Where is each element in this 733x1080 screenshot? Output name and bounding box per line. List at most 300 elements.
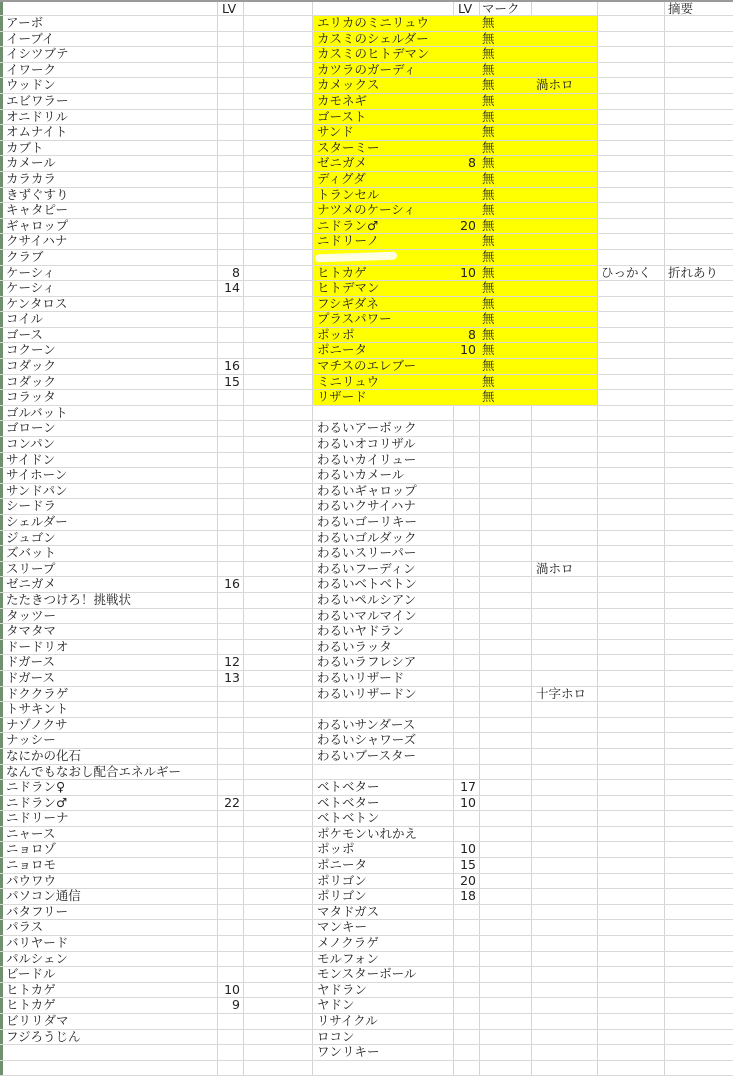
attack-cell[interactable]: [598, 905, 665, 920]
lv-cell-2[interactable]: [454, 609, 480, 624]
holo-cell[interactable]: [532, 63, 598, 78]
holo-cell[interactable]: [532, 250, 598, 265]
mark-cell[interactable]: 無: [480, 32, 532, 47]
mark-cell[interactable]: 無: [480, 16, 532, 31]
lv-cell-2[interactable]: [454, 702, 480, 717]
card-name-cell-2[interactable]: [313, 702, 454, 717]
card-name-cell[interactable]: イワーク: [0, 63, 218, 78]
summary-cell[interactable]: [665, 141, 733, 156]
mark-cell[interactable]: [480, 874, 532, 889]
card-name-cell[interactable]: ナゾノクサ: [0, 718, 218, 733]
card-name-cell[interactable]: パウワウ: [0, 874, 218, 889]
holo-cell[interactable]: [532, 952, 598, 967]
lv-cell-2[interactable]: [454, 920, 480, 935]
attack-cell[interactable]: [598, 499, 665, 514]
empty-cell[interactable]: [244, 172, 313, 187]
card-name-cell-2[interactable]: トランセル: [313, 188, 454, 203]
lv-cell-2[interactable]: [454, 63, 480, 78]
lv-cell-2[interactable]: [454, 1061, 480, 1076]
mark-cell[interactable]: 無: [480, 219, 532, 234]
card-name-cell-2[interactable]: わるいフーディン: [313, 562, 454, 577]
attack-cell[interactable]: [598, 671, 665, 686]
lv-cell[interactable]: [218, 858, 244, 873]
card-name-cell[interactable]: アーボ: [0, 16, 218, 31]
card-name-cell[interactable]: キャタピー: [0, 203, 218, 218]
lv-cell[interactable]: [218, 110, 244, 125]
attack-cell[interactable]: [598, 343, 665, 358]
mark-cell[interactable]: [480, 655, 532, 670]
empty-cell[interactable]: [244, 110, 313, 125]
summary-cell[interactable]: [665, 936, 733, 951]
empty-cell[interactable]: [244, 499, 313, 514]
empty-cell[interactable]: [244, 16, 313, 31]
holo-cell[interactable]: [532, 640, 598, 655]
summary-cell[interactable]: [665, 811, 733, 826]
attack-cell[interactable]: [598, 952, 665, 967]
summary-cell[interactable]: [665, 484, 733, 499]
lv-cell-2[interactable]: [454, 983, 480, 998]
card-name-cell[interactable]: ドククラゲ: [0, 687, 218, 702]
empty-cell[interactable]: [244, 889, 313, 904]
card-name-cell[interactable]: タッツー: [0, 609, 218, 624]
summary-cell[interactable]: [665, 453, 733, 468]
mark-cell[interactable]: [480, 889, 532, 904]
summary-cell[interactable]: [665, 343, 733, 358]
lv-cell-2[interactable]: [454, 655, 480, 670]
mark-cell[interactable]: [480, 1030, 532, 1045]
mark-cell[interactable]: [480, 702, 532, 717]
card-name-cell-2[interactable]: ディグダ: [313, 172, 454, 187]
holo-cell[interactable]: [532, 141, 598, 156]
summary-cell[interactable]: [665, 858, 733, 873]
summary-cell[interactable]: [665, 796, 733, 811]
lv-cell[interactable]: [218, 390, 244, 405]
attack-cell[interactable]: [598, 421, 665, 436]
lv-cell-2[interactable]: 17: [454, 780, 480, 795]
mark-cell[interactable]: [480, 1061, 532, 1076]
lv-cell-2[interactable]: [454, 624, 480, 639]
card-name-cell-2[interactable]: わるいマルマイン: [313, 609, 454, 624]
lv-cell[interactable]: [218, 32, 244, 47]
card-name-cell-2[interactable]: わるいクサイハナ: [313, 499, 454, 514]
attack-cell[interactable]: [598, 593, 665, 608]
lv-cell-2[interactable]: [454, 546, 480, 561]
lv-cell[interactable]: [218, 63, 244, 78]
empty-cell[interactable]: [244, 609, 313, 624]
lv-cell[interactable]: 9: [218, 998, 244, 1013]
empty-cell[interactable]: [244, 297, 313, 312]
holo-cell[interactable]: [532, 920, 598, 935]
card-name-cell-2[interactable]: ゴースト: [313, 110, 454, 125]
card-name-cell[interactable]: ヒトカゲ: [0, 998, 218, 1013]
card-name-cell[interactable]: ゼニガメ: [0, 577, 218, 592]
empty-cell[interactable]: [244, 811, 313, 826]
summary-cell[interactable]: [665, 983, 733, 998]
holo-cell[interactable]: [532, 749, 598, 764]
card-name-cell[interactable]: [0, 1045, 218, 1060]
mark-cell[interactable]: 無: [480, 203, 532, 218]
attack-cell[interactable]: [598, 312, 665, 327]
card-name-cell[interactable]: サイホーン: [0, 468, 218, 483]
card-name-cell[interactable]: たたきつけろ！挑戦状: [0, 593, 218, 608]
lv-cell-2[interactable]: 10: [454, 266, 480, 281]
card-name-cell-2[interactable]: わるいゴーリキー: [313, 515, 454, 530]
header-cell-d[interactable]: [313, 2, 454, 15]
summary-cell[interactable]: [665, 562, 733, 577]
holo-cell[interactable]: [532, 281, 598, 296]
lv-cell[interactable]: [218, 936, 244, 951]
card-name-cell-2[interactable]: ヤドラン: [313, 983, 454, 998]
attack-cell[interactable]: [598, 375, 665, 390]
lv-cell-2[interactable]: [454, 905, 480, 920]
card-name-cell[interactable]: フジろうじん: [0, 1030, 218, 1045]
lv-cell-2[interactable]: [454, 640, 480, 655]
card-name-cell-2[interactable]: ポリゴン: [313, 874, 454, 889]
holo-cell[interactable]: [532, 936, 598, 951]
card-name-cell[interactable]: ニャース: [0, 827, 218, 842]
mark-cell[interactable]: [480, 998, 532, 1013]
mark-cell[interactable]: [480, 453, 532, 468]
lv-cell-2[interactable]: [454, 125, 480, 140]
attack-cell[interactable]: [598, 889, 665, 904]
card-name-cell-2[interactable]: わるいベトベトン: [313, 577, 454, 592]
empty-cell[interactable]: [244, 1030, 313, 1045]
lv-cell-2[interactable]: 18: [454, 889, 480, 904]
empty-cell[interactable]: [244, 188, 313, 203]
holo-cell[interactable]: [532, 796, 598, 811]
empty-cell[interactable]: [244, 562, 313, 577]
card-name-cell-2[interactable]: カツラのガーディ: [313, 63, 454, 78]
empty-cell[interactable]: [244, 842, 313, 857]
empty-cell[interactable]: [244, 234, 313, 249]
holo-cell[interactable]: [532, 32, 598, 47]
summary-cell[interactable]: [665, 172, 733, 187]
summary-cell[interactable]: 折れあり: [668, 264, 719, 280]
attack-cell[interactable]: [598, 47, 665, 62]
lv-cell[interactable]: [218, 718, 244, 733]
card-name-cell-2[interactable]: ニドラン♂: [313, 219, 454, 234]
empty-cell[interactable]: [244, 1045, 313, 1060]
summary-cell[interactable]: [665, 593, 733, 608]
lv-cell[interactable]: [218, 141, 244, 156]
mark-cell[interactable]: 無: [480, 188, 532, 203]
empty-cell[interactable]: [244, 577, 313, 592]
summary-cell[interactable]: [665, 671, 733, 686]
lv-cell[interactable]: [218, 94, 244, 109]
card-name-cell-2[interactable]: メノクラゲ: [313, 936, 454, 951]
attack-cell[interactable]: [598, 546, 665, 561]
card-name-cell[interactable]: オムナイト: [0, 125, 218, 140]
summary-cell[interactable]: [665, 702, 733, 717]
summary-cell[interactable]: [665, 110, 733, 125]
card-name-cell[interactable]: ドガース: [0, 671, 218, 686]
card-name-cell-2[interactable]: ポニータ: [313, 858, 454, 873]
summary-cell[interactable]: [665, 655, 733, 670]
summary-cell[interactable]: [665, 515, 733, 530]
card-name-cell[interactable]: [0, 1061, 218, 1076]
mark-cell[interactable]: 無: [480, 343, 532, 358]
card-name-cell-2[interactable]: プラスパワー: [313, 312, 454, 327]
summary-cell[interactable]: [665, 967, 733, 982]
holo-cell[interactable]: [532, 889, 598, 904]
summary-cell[interactable]: [665, 219, 733, 234]
lv-cell-2[interactable]: 20: [454, 874, 480, 889]
lv-cell-2[interactable]: [454, 453, 480, 468]
lv-cell[interactable]: [218, 453, 244, 468]
lv-cell[interactable]: [218, 421, 244, 436]
mark-cell[interactable]: [480, 983, 532, 998]
empty-cell[interactable]: [244, 655, 313, 670]
mark-cell[interactable]: [480, 577, 532, 592]
attack-cell[interactable]: [598, 858, 665, 873]
mark-cell[interactable]: 無: [480, 250, 532, 265]
card-name-cell-2[interactable]: わるいゴルダック: [313, 531, 454, 546]
mark-cell[interactable]: [480, 733, 532, 748]
summary-cell[interactable]: [665, 842, 733, 857]
empty-cell[interactable]: [244, 749, 313, 764]
empty-cell[interactable]: [244, 1014, 313, 1029]
mark-cell[interactable]: [480, 1014, 532, 1029]
empty-cell[interactable]: [244, 687, 313, 702]
holo-cell[interactable]: [532, 702, 598, 717]
card-name-cell-2[interactable]: カスミのヒトデマン: [313, 47, 454, 62]
attack-cell[interactable]: [598, 250, 665, 265]
lv-cell[interactable]: [218, 967, 244, 982]
mark-cell[interactable]: 無: [480, 234, 532, 249]
mark-cell[interactable]: 無: [480, 297, 532, 312]
attack-cell[interactable]: [598, 437, 665, 452]
card-name-cell-2[interactable]: ヒトカゲ: [313, 266, 454, 281]
card-name-cell-2[interactable]: ベトベトン: [313, 811, 454, 826]
card-name-cell[interactable]: ヒトカゲ: [0, 983, 218, 998]
lv-cell[interactable]: [218, 219, 244, 234]
lv-cell-2[interactable]: [454, 484, 480, 499]
summary-cell[interactable]: [665, 733, 733, 748]
empty-cell[interactable]: [244, 515, 313, 530]
lv-cell[interactable]: [218, 1030, 244, 1045]
holo-cell[interactable]: [532, 827, 598, 842]
empty-cell[interactable]: [244, 281, 313, 296]
card-name-cell-2[interactable]: ポニータ: [313, 343, 454, 358]
summary-cell[interactable]: [665, 531, 733, 546]
holo-cell[interactable]: [532, 811, 598, 826]
summary-cell[interactable]: [665, 16, 733, 31]
holo-cell[interactable]: [532, 1045, 598, 1060]
lv-cell-2[interactable]: [454, 437, 480, 452]
empty-cell[interactable]: [244, 671, 313, 686]
summary-cell[interactable]: [665, 889, 733, 904]
lv-cell[interactable]: 12: [218, 655, 244, 670]
holo-cell[interactable]: [532, 203, 598, 218]
card-name-cell-2[interactable]: [313, 1061, 454, 1076]
mark-cell[interactable]: [480, 780, 532, 795]
card-name-cell-2[interactable]: わるいペルシアン: [313, 593, 454, 608]
summary-cell[interactable]: [665, 234, 733, 249]
card-name-cell[interactable]: ケンタロス: [0, 297, 218, 312]
empty-cell[interactable]: [244, 858, 313, 873]
holo-cell[interactable]: [532, 343, 598, 358]
lv-cell-2[interactable]: [454, 312, 480, 327]
empty-cell[interactable]: [244, 421, 313, 436]
card-name-cell-2[interactable]: わるいリザード: [313, 671, 454, 686]
lv-cell[interactable]: [218, 16, 244, 31]
card-name-cell-2[interactable]: ポッポ: [313, 842, 454, 857]
lv-cell[interactable]: [218, 234, 244, 249]
lv-cell[interactable]: [218, 702, 244, 717]
holo-cell[interactable]: [532, 219, 598, 234]
lv-cell-2[interactable]: [454, 687, 480, 702]
attack-cell[interactable]: [598, 328, 665, 343]
mark-cell[interactable]: [480, 952, 532, 967]
lv-cell-2[interactable]: [454, 468, 480, 483]
card-name-cell-2[interactable]: ミニリュウ: [313, 375, 454, 390]
lv-cell[interactable]: [218, 609, 244, 624]
lv-cell-2[interactable]: [454, 32, 480, 47]
attack-cell[interactable]: [598, 983, 665, 998]
lv-cell[interactable]: [218, 484, 244, 499]
mark-cell[interactable]: 無: [480, 359, 532, 374]
summary-cell[interactable]: [665, 1045, 733, 1060]
holo-cell[interactable]: [532, 874, 598, 889]
lv-cell-2[interactable]: [454, 250, 480, 265]
holo-cell[interactable]: [532, 297, 598, 312]
card-name-cell-2[interactable]: マタドガス: [313, 905, 454, 920]
lv-cell[interactable]: [218, 952, 244, 967]
card-name-cell[interactable]: ケーシィ: [0, 281, 218, 296]
card-name-cell[interactable]: ビードル: [0, 967, 218, 982]
empty-cell[interactable]: [244, 718, 313, 733]
card-name-cell-2[interactable]: リサイクル: [313, 1014, 454, 1029]
lv-cell-2[interactable]: [454, 765, 480, 780]
lv-cell-2[interactable]: [454, 203, 480, 218]
card-name-cell-2[interactable]: ポッポ: [313, 328, 454, 343]
summary-cell[interactable]: [665, 609, 733, 624]
card-name-cell[interactable]: ドードリオ: [0, 640, 218, 655]
summary-cell[interactable]: [665, 920, 733, 935]
mark-cell[interactable]: 無: [480, 78, 532, 93]
holo-cell[interactable]: [532, 780, 598, 795]
card-name-cell[interactable]: カメール: [0, 156, 218, 171]
attack-cell[interactable]: [598, 297, 665, 312]
attack-cell[interactable]: [598, 203, 665, 218]
empty-cell[interactable]: [244, 266, 313, 281]
mark-cell[interactable]: [480, 624, 532, 639]
lv-cell[interactable]: [218, 437, 244, 452]
empty-cell[interactable]: [244, 952, 313, 967]
empty-cell[interactable]: [244, 328, 313, 343]
empty-cell[interactable]: [244, 156, 313, 171]
empty-cell[interactable]: [244, 203, 313, 218]
mark-cell[interactable]: [480, 531, 532, 546]
summary-cell[interactable]: [665, 281, 733, 296]
header-cell-g[interactable]: [532, 2, 598, 15]
holo-cell[interactable]: [532, 905, 598, 920]
mark-cell[interactable]: [480, 609, 532, 624]
mark-cell[interactable]: [480, 811, 532, 826]
holo-cell[interactable]: [532, 125, 598, 140]
lv-cell-2[interactable]: [454, 718, 480, 733]
lv-cell-2[interactable]: [454, 1045, 480, 1060]
empty-cell[interactable]: [244, 546, 313, 561]
lv-cell[interactable]: [218, 765, 244, 780]
attack-cell[interactable]: [598, 765, 665, 780]
card-name-cell-2[interactable]: わるいサンダース: [313, 718, 454, 733]
summary-cell[interactable]: [665, 874, 733, 889]
card-name-cell[interactable]: ニドラン♂: [0, 796, 218, 811]
header-cell-h[interactable]: [598, 2, 665, 15]
summary-cell[interactable]: [665, 640, 733, 655]
summary-cell[interactable]: [665, 952, 733, 967]
empty-cell[interactable]: [244, 375, 313, 390]
mark-cell[interactable]: [480, 687, 532, 702]
lv-cell-2[interactable]: [454, 47, 480, 62]
card-name-cell[interactable]: ゴローン: [0, 421, 218, 436]
empty-cell[interactable]: [244, 796, 313, 811]
lv-cell[interactable]: [218, 78, 244, 93]
empty-cell[interactable]: [244, 624, 313, 639]
attack-cell[interactable]: [598, 219, 665, 234]
card-name-cell[interactable]: エビワラー: [0, 94, 218, 109]
lv-cell[interactable]: [218, 297, 244, 312]
lv-cell-2[interactable]: [454, 421, 480, 436]
card-name-cell[interactable]: なんでもなおし配合エネルギー: [0, 765, 218, 780]
holo-cell[interactable]: [532, 468, 598, 483]
holo-cell[interactable]: [532, 437, 598, 452]
mark-cell[interactable]: [480, 905, 532, 920]
summary-cell[interactable]: [665, 203, 733, 218]
mark-cell[interactable]: [480, 967, 532, 982]
card-name-cell-2[interactable]: ワンリキー: [313, 1045, 454, 1060]
card-name-cell[interactable]: シードラ: [0, 499, 218, 514]
empty-cell[interactable]: [244, 967, 313, 982]
summary-cell[interactable]: [665, 359, 733, 374]
summary-cell[interactable]: [665, 827, 733, 842]
lv-cell[interactable]: [218, 312, 244, 327]
lv-cell-2[interactable]: [454, 234, 480, 249]
holo-cell[interactable]: [532, 531, 598, 546]
attack-cell[interactable]: [598, 78, 665, 93]
mark-cell[interactable]: [480, 515, 532, 530]
lv-cell-2[interactable]: [454, 359, 480, 374]
empty-cell[interactable]: [244, 312, 313, 327]
card-name-cell[interactable]: クラブ: [0, 250, 218, 265]
card-name-cell[interactable]: カラカラ: [0, 172, 218, 187]
card-name-cell-2[interactable]: わるいシャワーズ: [313, 733, 454, 748]
card-name-cell[interactable]: ドガース: [0, 655, 218, 670]
card-name-cell[interactable]: ゴース: [0, 328, 218, 343]
lv-cell[interactable]: [218, 733, 244, 748]
lv-cell-2[interactable]: [454, 16, 480, 31]
card-name-cell-2[interactable]: ベトベター: [313, 780, 454, 795]
lv-cell[interactable]: [218, 811, 244, 826]
lv-cell-2[interactable]: [454, 967, 480, 982]
lv-cell-2[interactable]: [454, 577, 480, 592]
empty-cell[interactable]: [244, 125, 313, 140]
mark-cell[interactable]: [480, 827, 532, 842]
holo-cell[interactable]: [532, 421, 598, 436]
mark-cell[interactable]: [480, 718, 532, 733]
holo-cell[interactable]: [532, 375, 598, 390]
attack-cell[interactable]: [598, 702, 665, 717]
header-lv-2[interactable]: LV: [454, 2, 480, 15]
attack-cell[interactable]: [598, 796, 665, 811]
holo-cell[interactable]: [532, 593, 598, 608]
attack-cell[interactable]: [598, 234, 665, 249]
empty-cell[interactable]: [244, 1061, 313, 1076]
attack-cell[interactable]: [598, 32, 665, 47]
lv-cell-2[interactable]: 20: [454, 219, 480, 234]
mark-cell[interactable]: [480, 671, 532, 686]
